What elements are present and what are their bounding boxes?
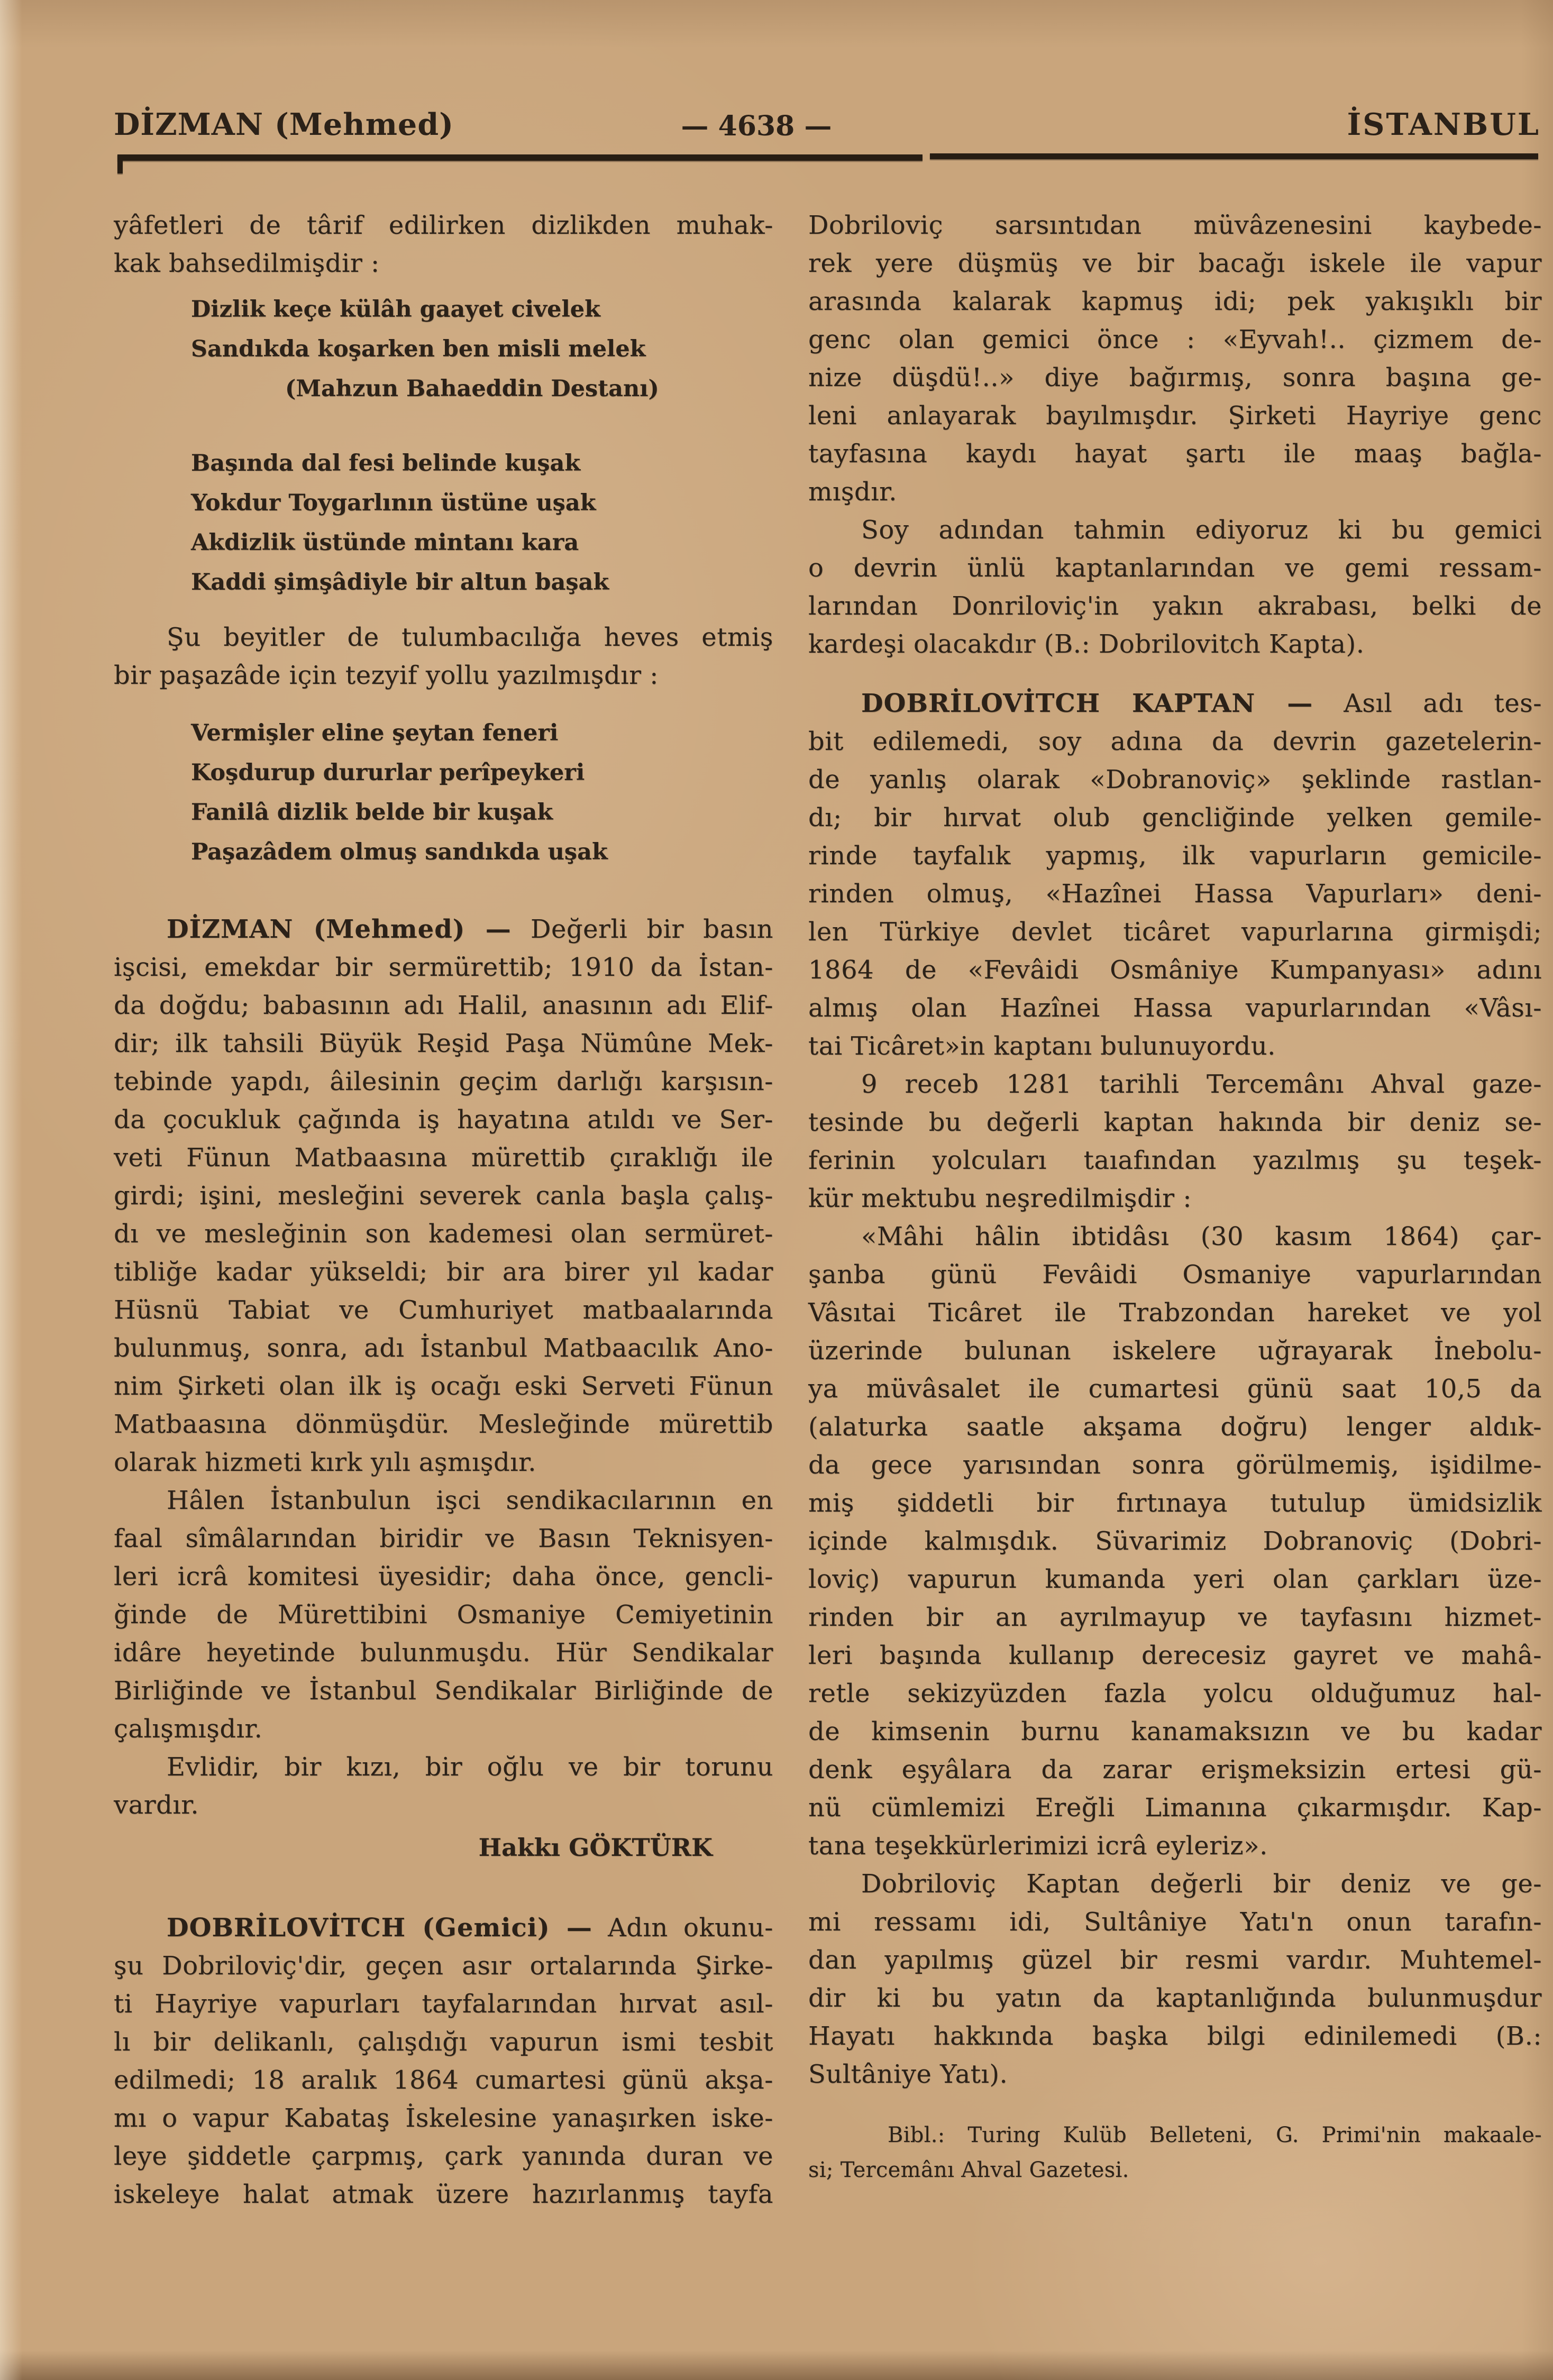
text-line: DİZMAN (Mehmed) — Değerli bir basın [167,914,773,944]
text-line: 9 receb 1281 tarihli Tercemânı Ahval gaze- [861,1069,1542,1099]
text-line: retle sekizyüzden fazla yolcu olduğumuz hal- [808,1679,1542,1708]
text-line: rinde tayfalık yapmış, ilk vapurların gemicile- [808,841,1542,871]
text-line: bulunmuş, sonra, adı İstanbul Matbaacılık Ano- [114,1333,773,1363]
text-line: iskeleye halat atmak üzere hazırlanmış tayfa [114,2180,773,2209]
text-line: kür mektubu neşredilmişdir : [808,1184,1192,1213]
poem-line: Sandıkda koşarken ben misli melek [191,336,646,362]
poem-line: Başında dal fesi belinde kuşak [191,450,581,477]
text-line: Şu beyitler de tulumbacılığa heves etmiş [167,623,773,652]
poem-line: Dizlik keçe külâh gaayet civelek [191,296,600,323]
text-line: da gece yarısından sonra görülmemiş, işidilme- [808,1450,1542,1480]
running-head-title: İSTANBUL [1347,107,1540,142]
text-line: nize düşdü!..» diye bağırmış, sonra başına ge- [808,363,1542,392]
text-line: de kimsenin burnu kanamaksızın ve bu kadar [808,1717,1542,1746]
text-line: idâre heyetinde bulunmuşdu. Hür Sendikalar [114,1638,773,1668]
text-line: (alaturka saatle akşama doğru) lenger aldık- [808,1412,1542,1442]
text-line: bit edilemedi, soy adına da devrin gazetelerin- [808,727,1542,756]
text-line: rinden bir an ayrılmayup ve tayfasını hizmet- [808,1603,1542,1632]
text-line: rinden olmuş, «Hazînei Hassa Vapurları» deni- [808,879,1542,909]
bibliography-line: Bibl.: Turing Kulüb Belleteni, G. Primi'nin makaale- [888,2123,1542,2147]
text-line: Soy adından tahmin ediyoruz ki bu gemici [861,515,1542,545]
text-line: yâfetleri de târif edilirken dizlikden muhak- [114,210,773,240]
text-line: Dobriloviç sarsıntıdan müvâzenesini kaybede- [808,210,1542,240]
text-line: tibliğe kadar yükseldi; bir ara birer yıl kadar [114,1257,773,1287]
text-line: üzerinde bulunan iskelere uğrayarak İnebolu- [808,1336,1542,1366]
text-line: miş şiddetli bir fırtınaya tutulup ümidsizlik [808,1488,1542,1518]
author-signature: Hakkı GÖKTÜRK [478,1833,712,1862]
text-line: DOBRİLOVİTCH KAPTAN — Asıl adı tes- [861,689,1542,718]
text-line: de yanlış olarak «Dobranoviç» şeklinde rastlan- [808,765,1542,794]
text-line: ferinin yolcuları taıafından yazılmış şu teşek- [808,1146,1542,1175]
text-line: dir ki bu yatın da kaptanlığında bulunmuşdur [808,1983,1542,2013]
text-line: len Türkiye devlet ticâret vapurlarına girmişdi; [808,917,1542,947]
text-line: Sultâniye Yatı). [808,2059,1008,2089]
text-line: şanba günü Fevâidi Osmaniye vapurlarından [808,1260,1542,1289]
text-line: leri icrâ komitesi üyesidir; daha önce, gencli- [114,1562,773,1591]
text-line: mı o vapur Kabataş İskelesine yanaşırken iske- [114,2103,773,2133]
text-line: girdi; işini, mesleğini severek canla başla çalış- [114,1181,773,1211]
text-line: «Mâhi hâlin ibtidâsı (30 kasım 1864) çar- [861,1222,1542,1251]
text-line: Hüsnü Tabiat ve Cumhuriyet matbaalarında [114,1295,773,1325]
text-line: leye şiddetle çarpmış, çark yanında duran ve [114,2141,773,2171]
poem-line: Paşazâdem olmuş sandıkda uşak [191,839,608,865]
right-column [808,206,1542,2187]
text-line: dir; ilk tahsili Büyük Reşid Paşa Nümûne Mek- [114,1029,773,1058]
poem-line: Koşdurup dururlar perîpeykeri [191,759,585,786]
text-line: rek yere düşmüş ve bir bacağı iskele ile vapur [808,249,1542,278]
text-line: Vâsıtai Ticâret ile Trabzondan hareket ve yol [808,1298,1542,1328]
text-line: 1864 de «Fevâidi Osmâniye Kumpanyası» adını [808,955,1542,985]
text-line: nü cümlemizi Ereğli Limanına çıkarmışdır. Kap- [808,1793,1542,1823]
header-rule-left [117,154,922,161]
poem-attribution: (Mahzun Bahaeddin Destanı) [285,376,659,402]
text-line: mışdır. [808,477,898,507]
text-line: dı ve mesleğinin son kademesi olan sermüret- [114,1219,773,1249]
text-line: almış olan Hazînei Hassa vapurlarından «Vâsı- [808,993,1542,1023]
text-line: edilmedi; 18 aralık 1864 cumartesi günü akşa- [114,2065,773,2095]
text-line: dan yapılmış güzel bir resmi vardır. Muhtemel- [808,1945,1542,1975]
text-line: arasında kalarak kapmuş idi; pek yakışıklı bir [808,287,1542,316]
poem-line: Vermişler eline şeytan feneri [191,720,559,746]
text-line: olarak hizmeti kırk yılı aşmışdır. [114,1448,537,1477]
text-line: tai Ticâret»in kaptanı bulunuyordu. [808,1031,1276,1061]
text-line: tebinde yapdı, âilesinin geçim darlığı karşısın- [114,1067,773,1096]
poem-line: Fanilâ dizlik belde bir kuşak [191,799,553,826]
text-line: denk eşyâlara da zarar erişmeksizin ertesi gü- [808,1755,1542,1784]
text-line: işcisi, emekdar bir sermürettib; 1910 da İstan- [114,953,773,982]
text-line: ğinde de Mürettibini Osmaniye Cemiyetinin [114,1600,773,1630]
text-line: Birliğinde ve İstanbul Sendikalar Birliğinde de [114,1676,773,1706]
text-line: bir paşazâde için tezyif yollu yazılmışdır : [114,661,659,690]
text-line: dı; bir hırvat olub gencliğinde yelken gemile- [808,803,1542,832]
text-line: faal sîmâlarından biridir ve Basın Teknisyen- [114,1524,773,1553]
text-line: da çocukluk çağında iş hayatına atıldı ve Ser- [114,1105,773,1134]
left-column [114,206,773,2213]
text-line: kardeşi olacakdır (B.: Dobrilovitch Kapta). [808,629,1365,659]
text-line: Matbaasına dönmüşdür. Mesleğinde mürettib [114,1409,773,1439]
text-line: Hâlen İstanbulun işci sendikacılarının en [167,1486,773,1515]
text-line: genc olan gemici önce : «Eyvah!.. çizmem de- [808,325,1542,354]
text-line: da doğdu; babasının adı Halil, anasının adı Elif- [114,991,773,1020]
text-line: leni anlayarak bayılmışdır. Şirketi Hayriye genc [808,401,1542,431]
poem-line: Akdizlik üstünde mintanı kara [191,529,579,556]
text-line: loviç) vapurun kumanda yeri olan çarkları üze- [808,1564,1542,1594]
page-number: — 4638 — [681,110,832,142]
text-line: DOBRİLOVİTCH (Gemici) — Adın okunu- [167,1913,773,1943]
text-line: nim Şirketi olan ilk iş ocağı eski Serveti Fünun [114,1371,773,1401]
text-line: lı bir delikanlı, çalışdığı vapurun ismi tesbit [114,2027,773,2057]
header-rule-tick [117,154,123,173]
text-line: tayfasına kaydı hayat şartı ile maaş bağla- [808,439,1542,469]
text-line: o devrin ünlü kaptanlarından ve gemi ressam- [808,553,1542,583]
text-line: ti Hayriye vapurları tayfalarından hırvat asıl- [114,1989,773,2019]
running-head-entry: DİZMAN (Mehmed) [114,107,454,142]
text-line: tesinde bu değerli kaptan hakında bir deniz se- [808,1107,1542,1137]
text-line: mi ressamı idi, Sultâniye Yatı'n onun tarafın- [808,1907,1542,1937]
text-line: kak bahsedilmişdir : [114,249,380,278]
poem-line: Kaddi şimşâdiyle bir altun başak [191,569,609,596]
text-line: Hayatı hakkında başka bilgi edinilemedi (B.: [808,2021,1542,2051]
text-line: içinde kalmışdık. Süvarimiz Dobranoviç (Dobri- [808,1526,1542,1556]
bibliography-line: si; Tercemânı Ahval Gazetesi. [808,2158,1129,2182]
poem-line: Yokdur Toygarlının üstüne uşak [191,490,596,516]
text-line: larından Donriloviç'in yakın akrabası, belki de [808,591,1542,621]
text-line: şu Dobriloviç'dir, geçen asır ortalarında Şirke- [114,1951,773,1981]
text-line: veti Fünun Matbaasına mürettib çıraklığı ile [114,1143,773,1173]
text-line: Evlidir, bir kızı, bir oğlu ve bir torunu [167,1752,773,1782]
text-line: ya müvâsalet ile cumartesi günü saat 10,5 da [808,1374,1542,1404]
text-line: tana teşekkürlerimizi icrâ eyleriz». [808,1831,1268,1861]
header-rule-right [930,153,1538,159]
text-line: vardır. [114,1790,199,1820]
text-line: çalışmışdır. [114,1714,263,1744]
text-line: leri başında kullanıp derecesiz gayret ve mahâ- [808,1641,1542,1670]
text-line: Dobriloviç Kaptan değerli bir deniz ve ge- [861,1869,1542,1899]
